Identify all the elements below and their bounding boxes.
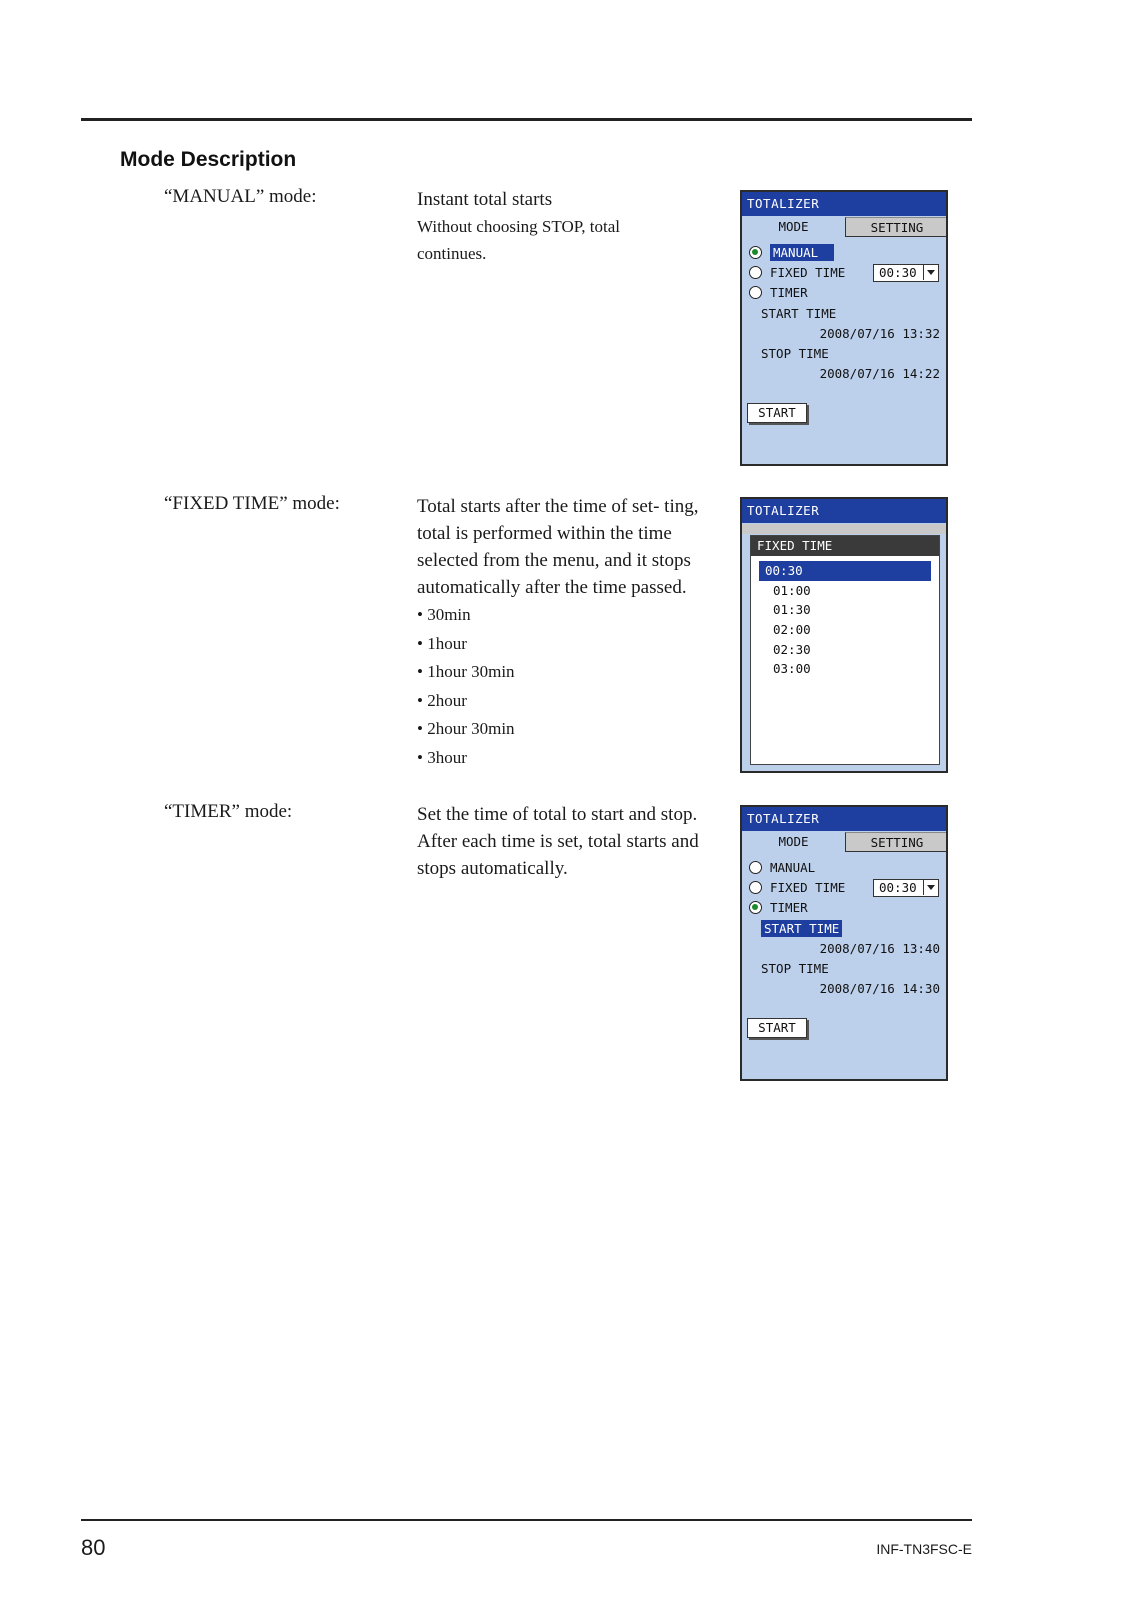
- radio-manual-label: MANUAL: [770, 860, 816, 875]
- tab-setting[interactable]: SETTING: [845, 832, 948, 852]
- start-time-label: START TIME: [761, 306, 837, 321]
- radio-icon: [749, 286, 762, 299]
- chevron-down-icon: [923, 265, 938, 280]
- bottom-rule: [81, 1519, 972, 1521]
- screen-tabs: [742, 832, 946, 852]
- stop-time-value[interactable]: 2008/07/16 14:30: [819, 981, 940, 996]
- list-item[interactable]: 03:00: [773, 661, 811, 677]
- list-item: • 2hour: [417, 690, 467, 710]
- page-number: 80: [81, 1535, 106, 1560]
- screen-tabs: [742, 217, 946, 237]
- fixed-time-dropdown[interactable]: [873, 264, 939, 282]
- stop-time-label: STOP TIME: [761, 346, 829, 361]
- screen-title: TOTALIZER: [742, 807, 946, 831]
- popup-title: FIXED TIME: [751, 536, 939, 556]
- document-code: INF-TN3FSC-E: [876, 1541, 972, 1557]
- list-item[interactable]: 01:00: [773, 582, 811, 598]
- list-item[interactable]: 02:30: [773, 641, 811, 657]
- obscured-tabs: [742, 524, 946, 534]
- radio-fixed-time-label: FIXED TIME: [770, 265, 846, 280]
- tab-setting[interactable]: SETTING: [845, 217, 948, 237]
- radio-fixed-time[interactable]: [749, 264, 845, 282]
- manual-desc-main: Instant total starts: [417, 189, 553, 210]
- list-item: • 1hour 30min: [417, 662, 515, 682]
- screen-title: TOTALIZER: [742, 499, 946, 523]
- start-time-label[interactable]: [761, 920, 842, 938]
- start-time-value[interactable]: 2008/07/16 13:40: [819, 941, 940, 956]
- totalizer-screen-timer: [740, 805, 948, 1081]
- screen-title: TOTALIZER: [742, 192, 946, 216]
- radio-icon: [749, 861, 762, 874]
- start-time-highlight: START TIME: [761, 920, 842, 937]
- radio-fixed-time-label: FIXED TIME: [770, 880, 846, 895]
- start-button[interactable]: START: [747, 1018, 807, 1038]
- radio-selected-icon: [749, 901, 762, 914]
- fixed-time-mode-description: [417, 493, 702, 773]
- radio-selected-icon: [749, 246, 762, 259]
- tab-mode[interactable]: MODE: [742, 217, 845, 237]
- timer-mode-description: [417, 801, 702, 882]
- chevron-down-icon: [923, 880, 938, 895]
- radio-timer[interactable]: [749, 284, 808, 302]
- start-button[interactable]: START: [747, 403, 807, 423]
- fixed-time-desc-main: Total starts after the time of set- ting, total is performed within the time selected from the menu, and it stops automatically after the time passed.: [417, 496, 699, 598]
- start-time-value[interactable]: 2008/07/16 13:32: [819, 326, 940, 341]
- fixed-time-popup: [750, 535, 940, 765]
- fixed-time-option-list: [751, 556, 939, 679]
- section-heading: Mode Description: [120, 148, 297, 171]
- list-item: • 2hour 30min: [417, 719, 515, 739]
- top-rule: [81, 118, 972, 121]
- radio-fixed-time[interactable]: [749, 879, 845, 897]
- radio-manual[interactable]: [749, 244, 834, 262]
- list-item: • 1hour: [417, 633, 467, 653]
- tab-mode[interactable]: MODE: [742, 832, 845, 852]
- totalizer-screen-fixed-time: [740, 497, 948, 773]
- stop-time-value[interactable]: 2008/07/16 14:22: [819, 366, 940, 381]
- radio-timer-label: TIMER: [770, 285, 808, 300]
- timer-desc-second: After each time is set, total starts and stops automatically.: [417, 831, 699, 879]
- radio-timer-label: TIMER: [770, 900, 808, 915]
- fixed-time-dropdown[interactable]: [873, 879, 939, 897]
- manual-desc-note: Without choosing STOP, total continues.: [417, 217, 621, 263]
- manual-mode-description: [417, 186, 702, 267]
- stop-time-label: STOP TIME: [761, 961, 829, 976]
- timer-desc-main: Set the time of total to start and stop.: [417, 804, 698, 825]
- list-item[interactable]: 01:30: [773, 602, 811, 618]
- list-item: • 30min: [417, 605, 471, 624]
- manual-mode-label: “MANUAL” mode:: [164, 186, 317, 207]
- list-item[interactable]: 00:30: [759, 561, 931, 581]
- radio-timer[interactable]: [749, 899, 808, 917]
- dropdown-value: 00:30: [879, 880, 917, 895]
- radio-manual-label: MANUAL: [770, 244, 834, 261]
- fixed-time-options-list: [417, 601, 702, 773]
- totalizer-screen-manual: [740, 190, 948, 466]
- radio-icon: [749, 881, 762, 894]
- fixed-time-mode-label: “FIXED TIME” mode:: [164, 493, 340, 514]
- radio-manual[interactable]: [749, 859, 815, 877]
- dropdown-value: 00:30: [879, 265, 917, 280]
- list-item[interactable]: 02:00: [773, 622, 811, 638]
- list-item: • 3hour: [417, 747, 467, 767]
- timer-mode-label: “TIMER” mode:: [164, 801, 293, 822]
- radio-icon: [749, 266, 762, 279]
